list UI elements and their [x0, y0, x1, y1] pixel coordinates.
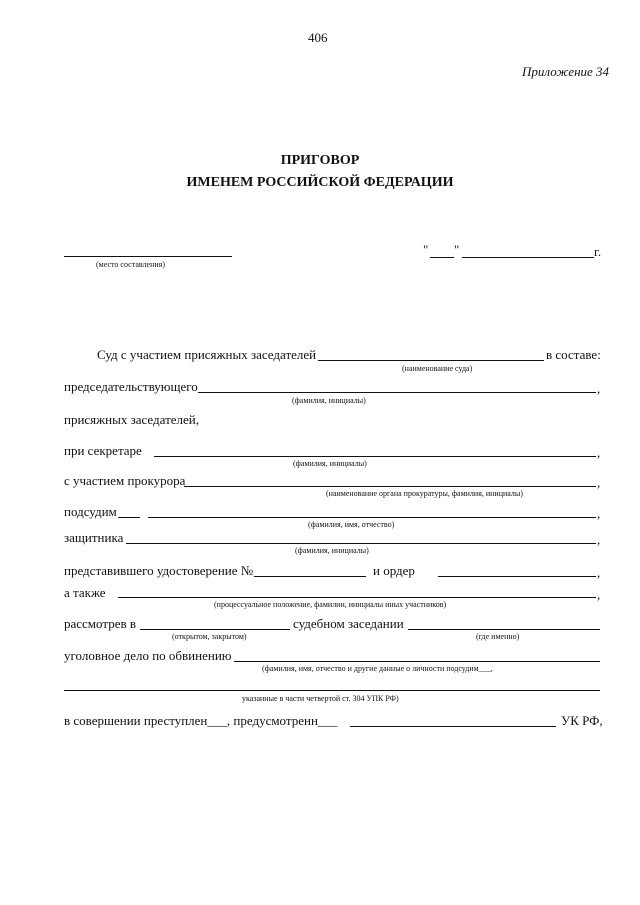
- case-line-2: [64, 690, 600, 691]
- defender-label: защитника: [64, 530, 124, 545]
- date-quote-close: ": [454, 242, 460, 257]
- case-label: уголовное дело по обвинению: [64, 648, 232, 663]
- document-title: ПРИГОВОР: [280, 153, 360, 168]
- secretary-caption: (фамилия, инициалы): [293, 459, 367, 468]
- presiding-label: председательствующего: [64, 379, 198, 394]
- appendix-label: Приложение 34: [522, 64, 610, 79]
- certificate-line: [254, 576, 366, 577]
- secretary-line: [154, 456, 596, 457]
- order-line: [438, 576, 596, 577]
- court-suffix: в составе:: [546, 347, 601, 362]
- session-caption: (открытом, закрытом): [172, 632, 247, 641]
- order-comma: ,: [597, 565, 601, 580]
- court-caption: (наименование суда): [402, 364, 473, 373]
- secretary-label: при секретаре: [64, 443, 142, 458]
- order-label: и ордер: [373, 563, 415, 578]
- crime-label: в совершении преступлен___, предусмотренн___: [64, 713, 338, 728]
- prosecutor-comma: ,: [597, 475, 601, 490]
- certificate-label: представившего удостоверение №: [64, 563, 254, 578]
- defender-line: [126, 543, 596, 544]
- defendant-comma: ,: [597, 506, 601, 521]
- case-line: [234, 661, 600, 662]
- place-line: [64, 256, 232, 257]
- defendant-label: подсудим: [64, 504, 117, 519]
- defender-caption: (фамилия, инициалы): [295, 546, 369, 555]
- crime-article-line: [350, 726, 556, 727]
- court-line: [318, 360, 544, 361]
- document-subtitle: ИМЕНЕМ РОССИЙСКОЙ ФЕДЕРАЦИИ: [186, 175, 454, 190]
- prosecutor-label: с участием прокурора: [64, 473, 186, 488]
- defendant-caption: (фамилия, имя, отчество): [308, 520, 395, 529]
- case-caption: (фамилия, имя, отчество и другие данные о личности подсудим___,: [262, 664, 493, 673]
- secretary-comma: ,: [597, 445, 601, 460]
- also-line: [118, 597, 596, 598]
- date-quote-open: ": [423, 242, 429, 257]
- presiding-line: [198, 392, 596, 393]
- also-label: а также: [64, 585, 106, 600]
- crime-suffix: УК РФ,: [561, 713, 603, 728]
- case-caption-2: указанные в части четвертой ст. 304 УПК РФ): [242, 694, 399, 703]
- date-day-line: [430, 257, 454, 258]
- prosecutor-caption: (наименование органа прокуратуры, фамилия, инициалы): [326, 489, 523, 498]
- prosecutor-line: [184, 486, 596, 487]
- place-caption: (место составления): [96, 260, 165, 269]
- defender-comma: ,: [597, 532, 601, 547]
- session-place-line: [408, 629, 600, 630]
- presiding-comma: ,: [597, 381, 601, 396]
- date-year-suffix: г.: [594, 244, 602, 259]
- presiding-caption: (фамилия, инициалы): [292, 396, 366, 405]
- page-number: 406: [308, 30, 328, 45]
- considered-label: рассмотрев в: [64, 616, 137, 631]
- also-comma: ,: [597, 587, 601, 602]
- jurors-label: присяжных заседателей,: [64, 412, 199, 427]
- also-caption: (процессуальное положение, фамилии, инициалы иных участников): [214, 600, 447, 609]
- session-type-line: [140, 629, 290, 630]
- defendant-ending-line: [118, 517, 140, 518]
- session-label: судебном заседании: [293, 616, 404, 631]
- court-label: Суд с участием присяжных заседателей: [97, 347, 317, 362]
- where-caption: (где именно): [476, 632, 520, 641]
- date-month-line: [462, 257, 594, 258]
- defendant-line: [148, 517, 596, 518]
